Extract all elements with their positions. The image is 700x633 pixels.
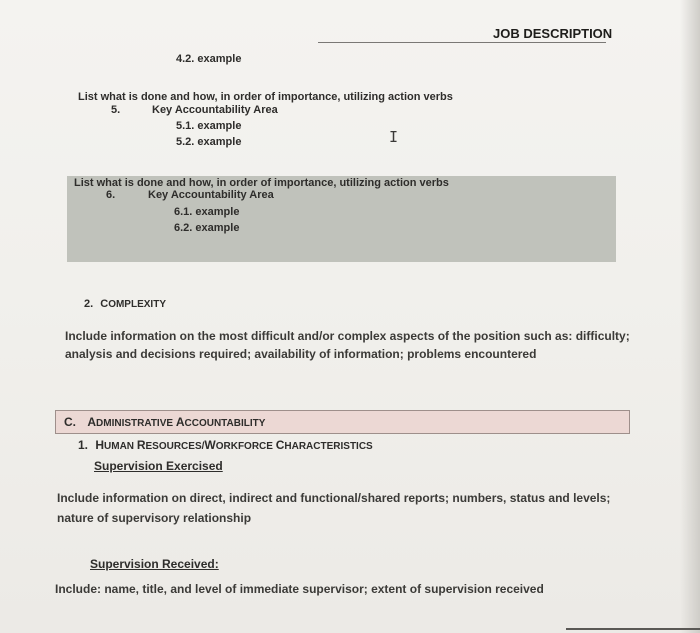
complexity-title-initial: C	[100, 298, 109, 310]
section-c-title-b1: A	[175, 415, 185, 429]
page-edge-shadow	[680, 0, 700, 633]
section5-area: Key Accountability Area	[152, 104, 278, 116]
supervision-received-heading: Supervision Received:	[90, 557, 219, 571]
supervision-exercised-line2: nature of supervisory relationship	[57, 511, 252, 525]
item-6-1: 6.1. example	[174, 206, 240, 218]
item-6-2: 6.2. example	[174, 222, 240, 234]
complexity-number: 2.	[84, 298, 94, 310]
section-c-title-a2: DMINISTRATIVE	[96, 418, 176, 429]
section5-number: 5.	[111, 104, 121, 116]
item-5-2: 5.2. example	[176, 136, 242, 148]
section-c-title-a1: A	[87, 415, 97, 429]
complexity-line2: analysis and decisions required; availability of information; problems encountered	[65, 347, 537, 361]
complexity-title-rest: OMPLEXITY	[108, 299, 166, 310]
hr-number: 1.	[78, 438, 89, 452]
section5-instruction: List what is done and how, in order of importance, utilizing action verbs	[78, 91, 453, 103]
hr-c1: C	[275, 438, 285, 452]
hr-r1: R	[136, 438, 146, 452]
section6-number: 6.	[106, 189, 116, 201]
item-4-2: 4.2. example	[176, 53, 242, 65]
page-title: JOB DESCRIPTION	[493, 26, 613, 41]
hr-c2: HARACTERISTICS	[284, 441, 373, 452]
hr-w2: ORKFORCE	[215, 441, 276, 452]
hr-h2: UMAN	[104, 441, 137, 452]
hr-heading	[78, 438, 373, 452]
section6-instruction: List what is done and how, in order of importance, utilizing action verbs	[74, 177, 449, 189]
section-c-title-b2: CCOUNTABILITY	[184, 418, 266, 429]
section-c-heading	[64, 415, 265, 429]
text-cursor-icon: I	[389, 128, 399, 146]
supervision-exercised-heading: Supervision Exercised	[94, 459, 223, 473]
section6-area: Key Accountability Area	[148, 189, 274, 201]
hr-r2: ESOURCES/	[145, 441, 205, 452]
bottom-rule	[566, 628, 700, 630]
hr-h1: H	[95, 438, 105, 452]
supervision-exercised-line1: Include information on direct, indirect and functional/shared reports; numbers, status and levels;	[57, 491, 611, 505]
item-5-1: 5.1. example	[176, 120, 242, 132]
complexity-heading	[84, 298, 166, 310]
supervision-received-line1: Include: name, title, and level of immediate supervisor; extent of supervision received	[55, 582, 544, 596]
complexity-line1: Include information on the most difficult and/or complex aspects of the position such as: difficulty;	[65, 329, 630, 343]
section-c-letter: C.	[64, 415, 76, 429]
hr-w1: W	[204, 438, 216, 452]
header-rule	[318, 42, 606, 43]
